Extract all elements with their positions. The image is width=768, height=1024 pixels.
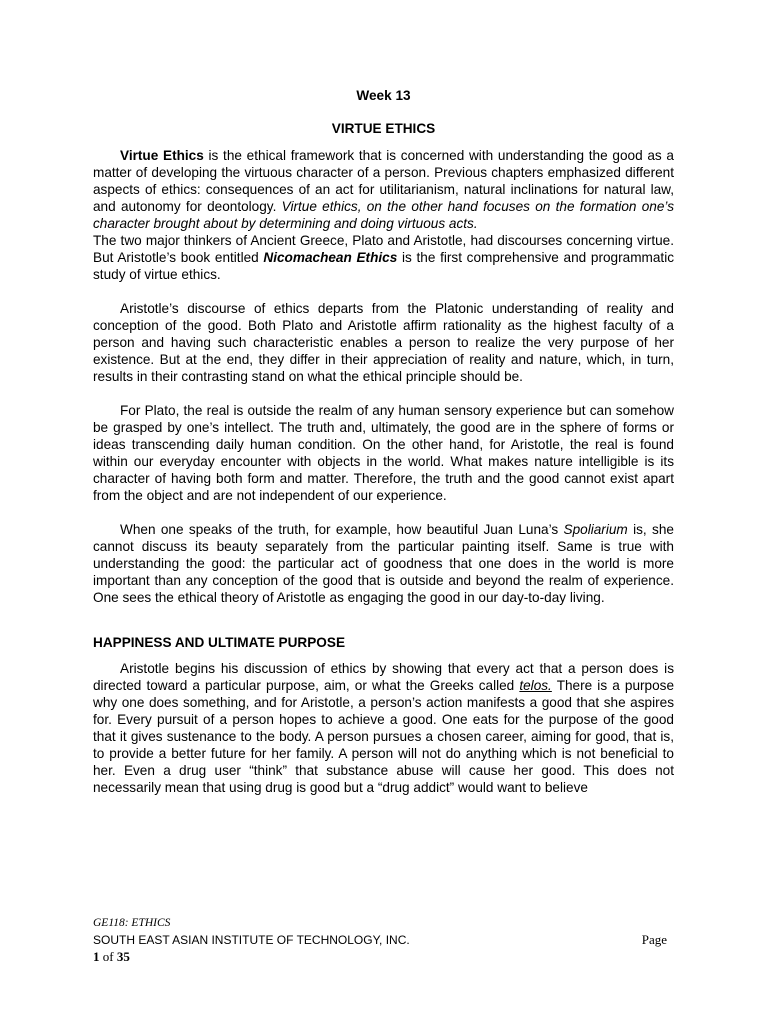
document-body bbox=[93, 86, 674, 796]
book-title: Nicomachean Ethics bbox=[263, 250, 398, 265]
page-count bbox=[93, 949, 667, 965]
painting-title: Spoliarium bbox=[563, 522, 628, 537]
section-heading: HAPPINESS AND ULTIMATE PURPOSE bbox=[93, 635, 346, 650]
intro-text: is the ethical framework that is concerned with understanding the good as a matter of developing the virtuous character of a person. Previous chapters emphasized different aspects of ethics: consequences of an act for utilitarianism, natural inclinations for natural law, and autonomy for deontology. bbox=[93, 148, 674, 214]
spoliarium-text-end: is, she cannot discuss its beauty separately from the particular painting itself. Same is true with understanding the good: the particular act of goodness that one does in the world is more important than any conception of the good that is outside and beyond the realm of experience. One sees the ethical theory of Aristotle as engaging the good in our day-to-day living. bbox=[93, 522, 674, 605]
institution-name: SOUTH EAST ASIAN INSTITUTE OF TECHNOLOGY, INC. bbox=[93, 933, 410, 947]
telos-text-end: There is a purpose why one does something, and for Aristotle, a person’s action manifests a good that she aspires for. Every pursuit of a person hopes to achieve a good. One eats for the purpose of the good that it gives sustenance to the body. A person pursues a chosen career, aiming for good, that is, to provide a better future for her family. A person will not do anything which is not beneficial to her. Even a drug user “think” that substance abuse will cause her good. This does not necessarily mean that using drug is good but a “drug addict” would want to believe bbox=[93, 678, 675, 795]
telos-text: Aristotle begins his discussion of ethics by showing that every act that a person does is directed toward a particular purpose, aim, or what the Greeks called bbox=[93, 661, 674, 693]
intro-term: Virtue Ethics bbox=[120, 148, 204, 163]
paragraph-plato: For Plato, the real is outside the realm of any human sensory experience but can somehow be grasped by one’s intellect. The truth and, ultimately, the good are in the sphere of forms or ideas transcending daily human condition. On the other hand, for Aristotle, the real is found within our everyday encounter with objects in the world. What makes nature intelligible is its character of having both form and matter. Therefore, the truth and the good cannot exist apart from the object and are not independent of our experience. bbox=[93, 403, 674, 503]
page-footer bbox=[93, 915, 667, 965]
course-code: GE118: ETHICS bbox=[93, 917, 171, 929]
paragraph-discourse: Aristotle’s discourse of ethics departs from the Platonic understanding of reality and conception of the good. Both Plato and Aristotle affirm rationality as the highest faculty of a person and having such characteristic enables a person to realize the very purpose of her existence. But at the end, they differ in their appreciation of reality and nature, which, in turn, results in their contrasting stand on what the ethical principle should be. bbox=[93, 301, 674, 384]
intro-italic: Virtue ethics, on the other hand focuses on the formation one’s character brought about by determining and doing virtuous acts. bbox=[93, 199, 674, 231]
page-of: of bbox=[99, 949, 117, 964]
page-title: VIRTUE ETHICS bbox=[331, 121, 436, 136]
thinkers-text: The two major thinkers of Ancient Greece, Plato and Aristotle, had discourses concerning virtue. But Aristotle’s book entitled bbox=[93, 233, 674, 265]
paragraph-spoliarium bbox=[93, 521, 674, 606]
paragraph-telos bbox=[93, 660, 674, 796]
page-total: 35 bbox=[116, 949, 130, 964]
footer-row bbox=[93, 931, 667, 949]
intro-paragraph bbox=[93, 147, 674, 232]
page-label: Page bbox=[641, 932, 667, 947]
spoliarium-text: When one speaks of the truth, for example, how beautiful Juan Luna’s bbox=[120, 522, 564, 537]
page-number: 1 bbox=[93, 949, 100, 964]
thinkers-paragraph bbox=[93, 232, 674, 283]
thinkers-text-end: is the first comprehensive and programmatic study of virtue ethics. bbox=[93, 250, 675, 282]
telos-term: telos. bbox=[519, 678, 552, 693]
week-heading: Week 13 bbox=[356, 88, 411, 103]
